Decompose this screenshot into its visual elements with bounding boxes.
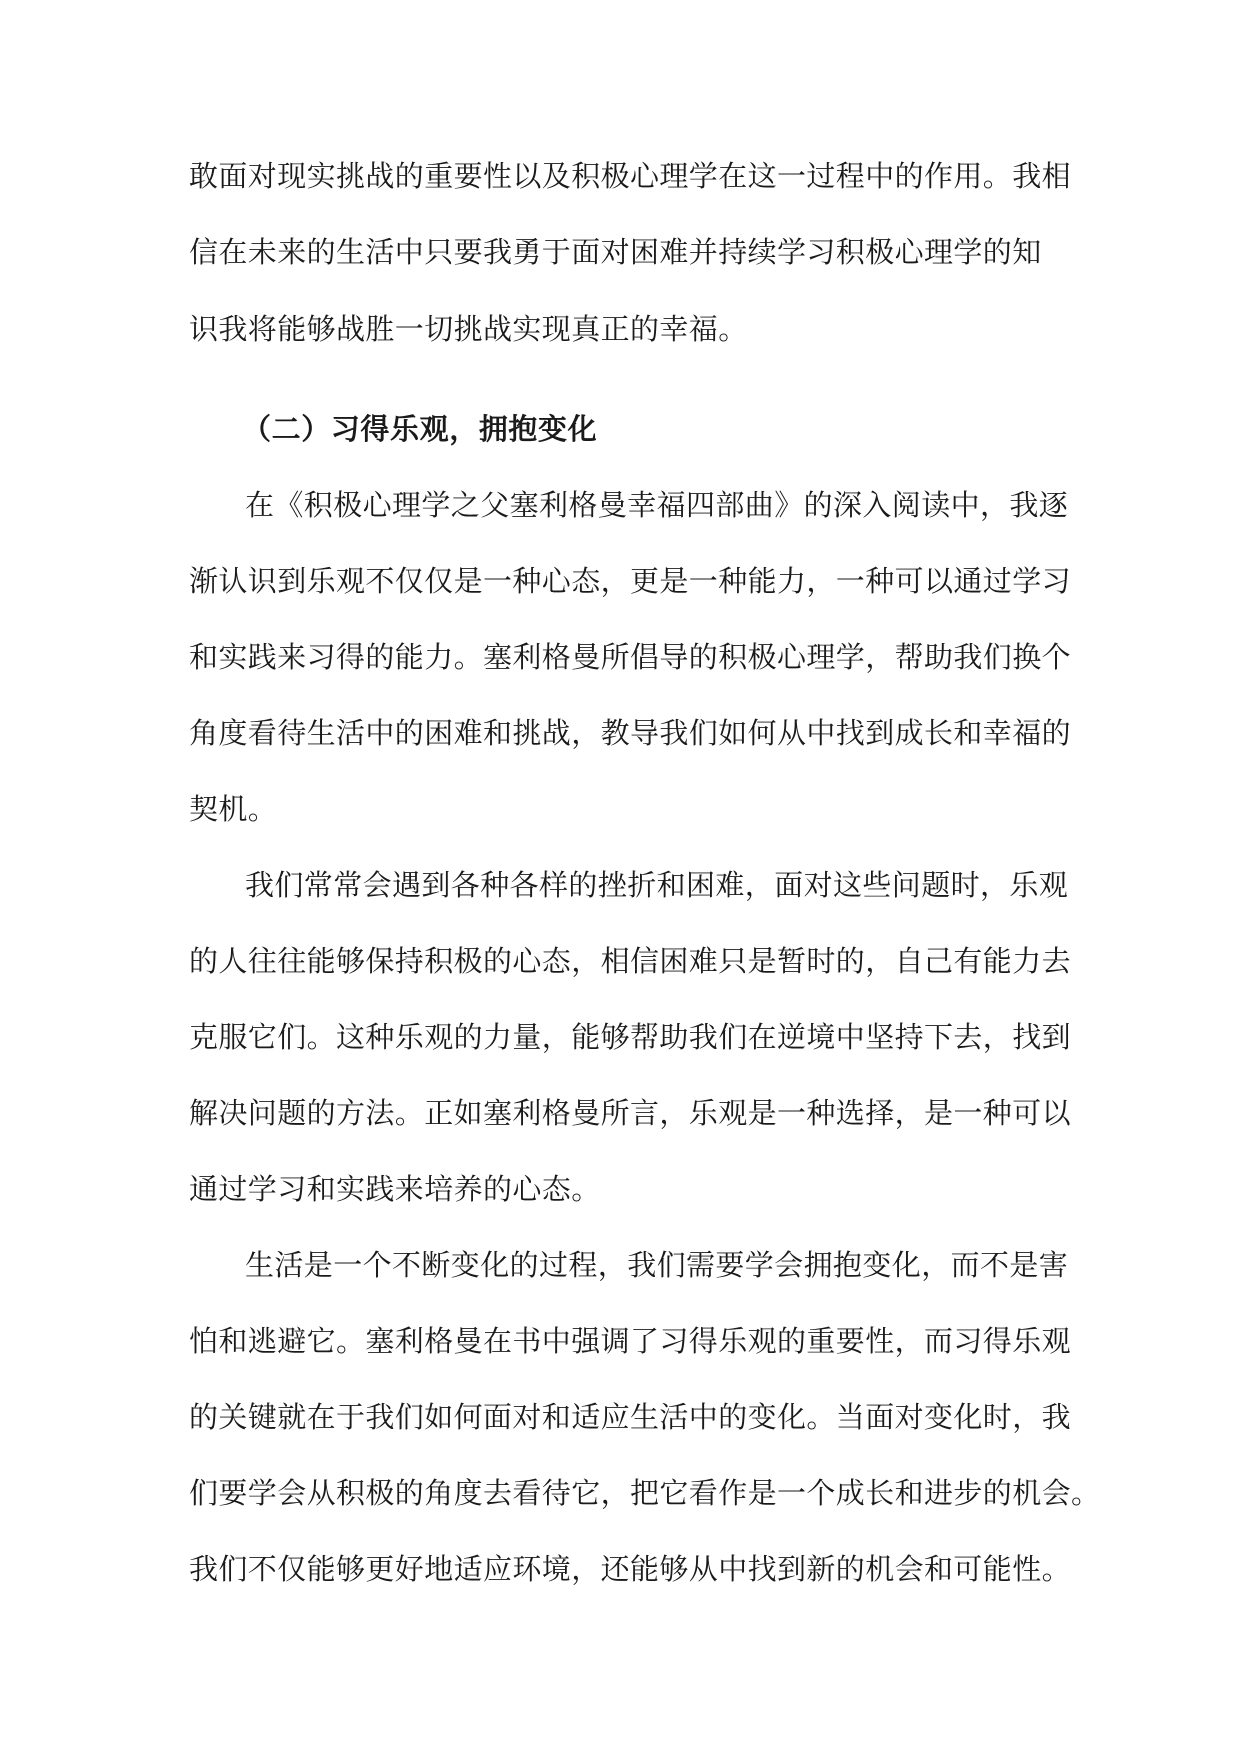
- paragraph-line: 怕和逃避它。塞利格曼在书中强调了习得乐观的重要性，而习得乐观: [189, 1324, 1072, 1358]
- paragraph-line: 和实践来习得的能力。塞利格曼所倡导的积极心理学，帮助我们换个: [189, 640, 1072, 674]
- paragraph-line: 的人往往能够保持积极的心态，相信困难只是暂时的，自己有能力去: [189, 944, 1072, 978]
- paragraph-line: 通过学习和实践来培养的心态。: [189, 1172, 601, 1206]
- paragraph-line: 生活是一个不断变化的过程，我们需要学会拥抱变化，而不是害: [245, 1248, 1069, 1282]
- paragraph-line: 我们常常会遇到各种各样的挫折和困难，面对这些问题时，乐观: [245, 868, 1069, 902]
- paragraph-line: 我们不仅能够更好地适应环境，还能够从中找到新的机会和可能性。: [189, 1552, 1072, 1586]
- paragraph-line: 契机。: [189, 792, 278, 826]
- paragraph-line: 角度看待生活中的困难和挑战，教导我们如何从中找到成长和幸福的: [189, 716, 1072, 750]
- paragraph-line: 渐认识到乐观不仅仅是一种心态，更是一种能力，一种可以通过学习: [189, 564, 1072, 598]
- paragraph-line: 克服它们。这种乐观的力量，能够帮助我们在逆境中坚持下去，找到: [189, 1020, 1072, 1054]
- paragraph-line: 在《积极心理学之父塞利格曼幸福四部曲》的深入阅读中，我逐: [245, 488, 1069, 522]
- section-heading: （二）习得乐观，拥抱变化: [242, 412, 598, 446]
- paragraph-line: 解决问题的方法。正如塞利格曼所言，乐观是一种选择，是一种可以: [189, 1096, 1072, 1130]
- paragraph-line: 敢面对现实挑战的重要性以及积极心理学在这一过程中的作用。我相: [189, 159, 1072, 193]
- paragraph-line: 识我将能够战胜一切挑战实现真正的幸福。: [189, 312, 748, 346]
- paragraph-line: 的关键就在于我们如何面对和适应生活中的变化。当面对变化时，我: [189, 1400, 1072, 1434]
- paragraph-line: 们要学会从积极的角度去看待它，把它看作是一个成长和进步的机会。: [189, 1476, 1101, 1510]
- paragraph-line: 信在未来的生活中只要我勇于面对困难并持续学习积极心理学的知: [189, 235, 1042, 269]
